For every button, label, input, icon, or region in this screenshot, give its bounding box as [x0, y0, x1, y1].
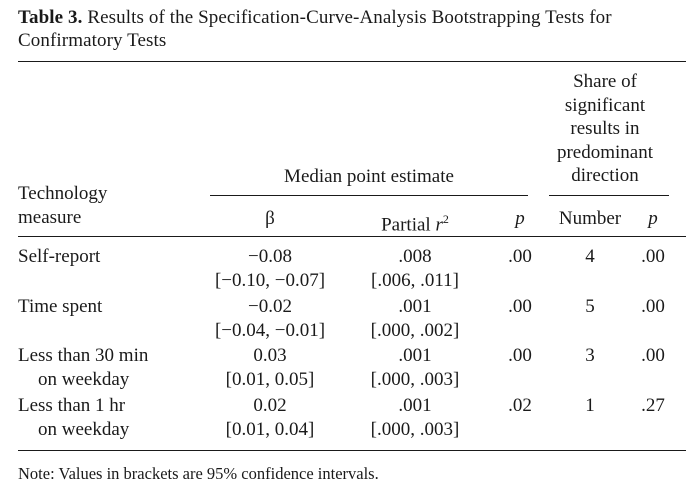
header-measure-line2: measure [18, 207, 82, 228]
header-number: Number [558, 208, 622, 229]
row1-measure-line1: Self-report [18, 246, 101, 267]
header-share-line5: direction [571, 165, 639, 186]
row2-number: 5 [585, 296, 595, 317]
header-rule [18, 236, 686, 237]
row1-beta: −0.08 [248, 246, 292, 267]
row1-beta-ci: [−0.10, −0.07] [214, 270, 326, 291]
row3-measure-line2: on weekday [38, 369, 130, 390]
header-share-line1: Share of [573, 71, 637, 92]
row4-p: .02 [508, 395, 532, 416]
row1-r2-ci: [.006, .011] [371, 270, 459, 291]
row2-r2: .001 [398, 296, 432, 317]
header-measure-line1: Technology [18, 183, 108, 204]
median-group-rule [210, 195, 528, 196]
row4-r2: .001 [398, 395, 432, 416]
row3-beta: 0.03 [253, 345, 287, 366]
row4-measure-line2: on weekday [38, 419, 130, 440]
row3-r2-ci: [.000, .003] [370, 369, 460, 390]
row2-p: .00 [508, 296, 532, 317]
header-share-p: p [648, 208, 658, 229]
header-share-line3: results in [570, 118, 640, 139]
header-share-line2: significant [564, 94, 646, 116]
header-share-line4: predominant [556, 141, 654, 163]
header-p: p [515, 208, 525, 229]
top-rule [18, 61, 686, 62]
row2-r2-ci: [.000, .002] [370, 320, 460, 341]
header-partial-r2-prefix: Partial [381, 214, 436, 236]
row1-p: .00 [508, 246, 532, 267]
row2-beta: −0.02 [248, 296, 292, 317]
header-beta: β [265, 208, 275, 229]
row4-beta-ci: [0.01, 0.04] [225, 419, 315, 440]
row3-beta-ci: [0.01, 0.05] [225, 369, 315, 390]
header-partial-r2-sup: 2 [442, 212, 449, 226]
share-group-rule [549, 195, 669, 196]
row2-measure-line1: Time spent [18, 296, 103, 317]
header-partial-r2-var: r [435, 214, 443, 236]
header-median-group: Median point estimate [284, 166, 454, 187]
table-note: Note: Values in brackets are 95% confidence intervals. [18, 464, 379, 483]
row4-r2-ci: [.000, .003] [370, 419, 460, 440]
row2-share-p: .00 [641, 296, 665, 317]
bottom-rule [18, 450, 686, 451]
row1-number: 4 [585, 246, 595, 267]
row4-share-p: .27 [641, 395, 665, 416]
header-share-group [545, 70, 665, 188]
row3-share-p: .00 [641, 345, 665, 366]
header-partial-r2 [345, 207, 485, 237]
table-label: Table 3. [18, 7, 83, 28]
row3-p: .00 [508, 345, 532, 366]
row4-number: 1 [585, 395, 595, 416]
row2-beta-ci: [−0.04, −0.01] [214, 320, 326, 341]
row4-beta: 0.02 [253, 395, 287, 416]
row4-measure-line1: Less than 1 hr [18, 395, 126, 416]
row3-number: 3 [585, 345, 595, 366]
row3-r2: .001 [398, 345, 432, 366]
row1-share-p: .00 [641, 246, 665, 267]
row1-r2: .008 [398, 246, 432, 267]
table-title: Results of the Specification-Curve-Analysis Bootstrapping Tests for Confirmatory Tests [18, 7, 612, 51]
row3-measure-line1: Less than 30 min [18, 345, 149, 366]
table-caption [18, 6, 686, 52]
